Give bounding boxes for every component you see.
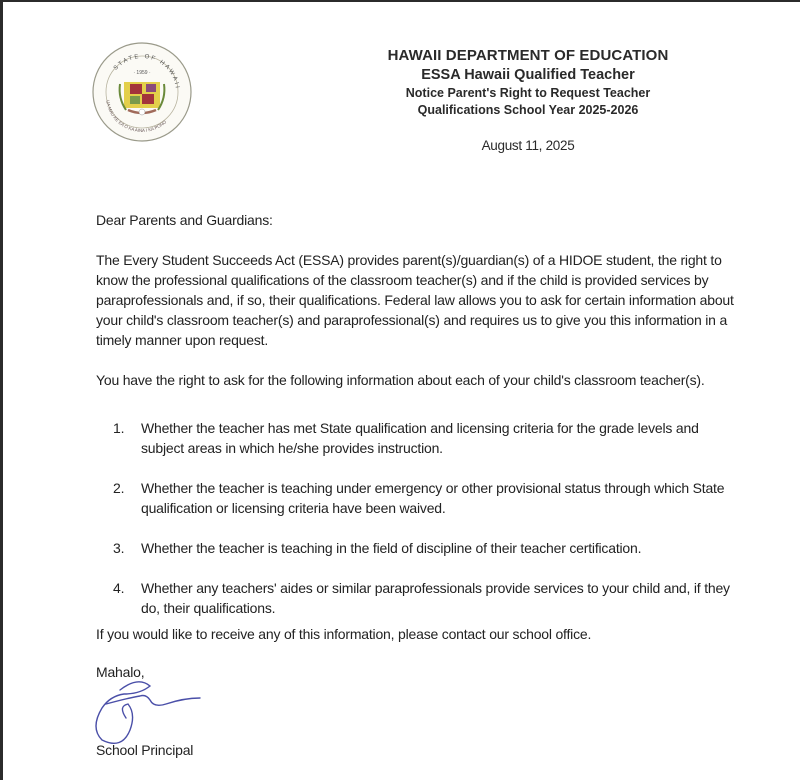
list-item-number: 1.: [113, 420, 125, 436]
state-seal-icon: [90, 40, 194, 144]
paragraph-essa-rights: The Every Student Succeeds Act (ESSA) provides parent(s)/guardian(s) of a HIDOE student, the right to know the professional qualifications of the classroom teacher(s) and if the child is provided services by paraprofessionals and, if so, their qualifications. Federal law allows you to ask for certain information about your child's classroom teacher(s) and paraprofessional(s) and requires us to give you this information in a timely manner upon request.: [96, 252, 734, 348]
svg-text:UA MAU KE EA O KA AINA I KA PO: UA MAU KE EA O KA AINA I KA PONO: [105, 99, 168, 134]
document-subtitle-line2: Qualifications School Year 2025-2026: [417, 103, 639, 117]
signer-title: School Principal: [96, 742, 194, 758]
department-title: HAWAII DEPARTMENT OF EDUCATION: [387, 47, 669, 64]
list-item-text: Whether the teacher is teaching in the field of discipline of their teacher certification.: [141, 540, 642, 556]
list-item-number: 4.: [113, 580, 125, 596]
letter-header: [343, 46, 713, 119]
list-item: [113, 478, 733, 518]
list-item-number: 2.: [113, 480, 125, 496]
svg-text:STATE OF HAWAII: STATE OF HAWAII: [112, 53, 180, 91]
list-item: [113, 538, 733, 558]
svg-text:· 1959 ·: · 1959 ·: [133, 70, 151, 76]
document-page: [3, 2, 800, 780]
greeting: Dear Parents and Guardians:: [96, 212, 273, 228]
list-item-text: Whether the teacher is teaching under emergency or other provisional status through which State qualification or licensing criteria have been waived.: [141, 480, 725, 516]
letter-date: August 11, 2025: [481, 138, 575, 153]
paragraph-information-rights: You have the right to ask for the following information about each of your child's classroom teacher(s).: [96, 372, 705, 388]
document-title: ESSA Hawaii Qualified Teacher: [421, 67, 635, 83]
list-item-text: Whether any teachers' aides or similar paraprofessionals provide services to your child and, if they do, their qualifications.: [141, 580, 730, 616]
list-item-text: Whether the teacher has met State qualification and licensing criteria for the grade levels and subject areas in which he/she provides instruction.: [141, 420, 699, 456]
document-subtitle-line1: Notice Parent's Right to Request Teacher: [405, 86, 651, 100]
signoff: Mahalo,: [96, 664, 145, 680]
list-item: [113, 418, 733, 458]
list-item-number: 3.: [113, 540, 125, 556]
list-item: [113, 578, 733, 618]
closing-paragraph: If you would like to receive any of this information, please contact our school office.: [96, 626, 592, 642]
